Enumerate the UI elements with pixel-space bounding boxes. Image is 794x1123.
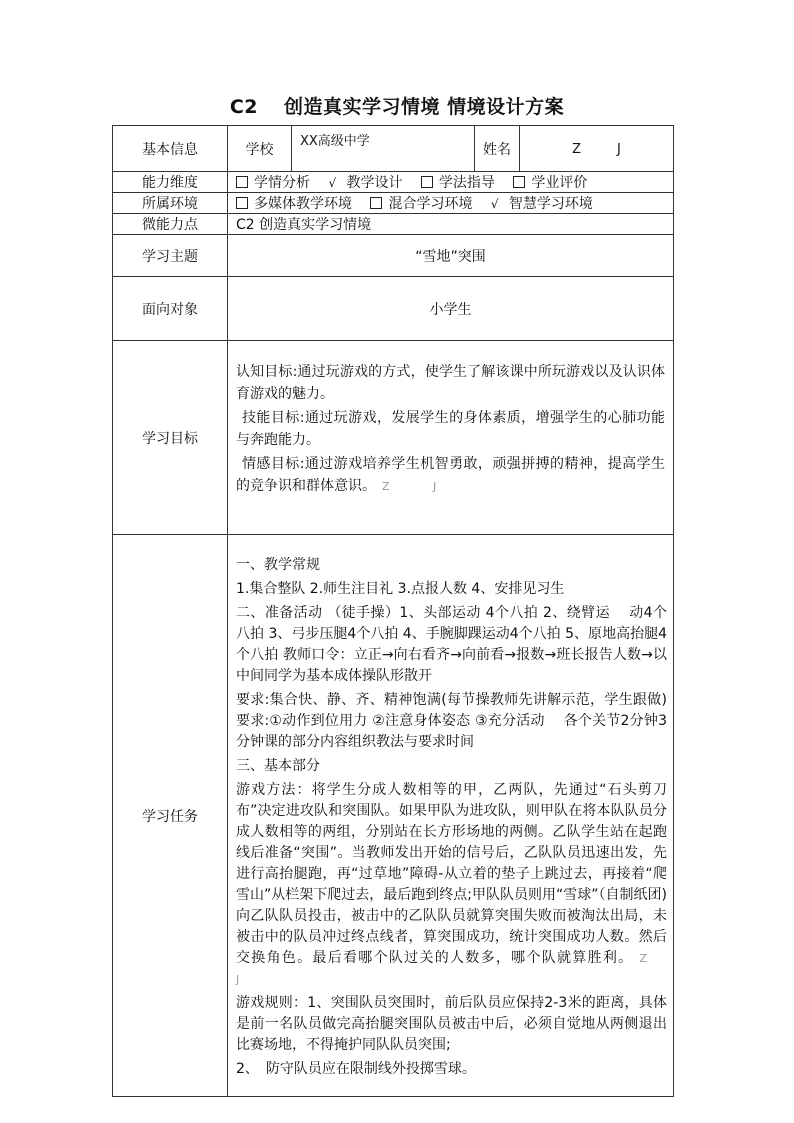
section-2-requirements: 要求:集合快、静、齐、精神饱满(每节操教师先讲解示范，学生跟做)要求:①动作到位用力 ②注意身体姿态 ③充分活动 各个关节2分钟3分钟课的部分内容组织教法与要求时间 [236, 692, 667, 750]
environment-options [228, 193, 674, 214]
name-value [520, 126, 674, 172]
design-plan-table [112, 125, 674, 1097]
ability-option-3[interactable]: 学业评价 [513, 175, 587, 191]
goal-skill: 技能目标:通过玩游戏，发展学生的身体素质，增强学生的心肺功能与奔跑能力。 [236, 410, 665, 448]
title-code: C2 [229, 96, 259, 118]
checkbox-empty-icon [236, 176, 248, 188]
section-3-title: 三、基本部分 [236, 758, 320, 774]
environment-option-1[interactable]: 混合学习环境 [370, 196, 472, 212]
ability-option-1[interactable]: √ 教学设计 [328, 175, 403, 191]
checkbox-empty-icon [513, 176, 525, 188]
goal-emotion: 情感目标:通过游戏培养学生机智勇敢，顽强拼搏的精神，提高学生的竞争识和群体意识。 Z J [236, 456, 665, 494]
basic-info-row [113, 126, 674, 172]
checkbox-empty-icon [370, 197, 382, 209]
environment-label: 所属环境 [113, 193, 228, 214]
tasks-label: 学习任务 [113, 535, 228, 1097]
school-label: 学校 [228, 126, 292, 172]
ability-row [113, 172, 674, 193]
section-3-rule: 游戏规则：1、突围队员突围时，前后队员应保持2-3米的距离，具体是前一名队员做完高抬腿突围队员被击中后，必须自觉地从两侧退出比赛场地，不得掩护同队队员突围; [236, 995, 667, 1053]
document-title [0, 92, 794, 119]
target-label: 面向对象 [113, 277, 228, 341]
theme-value: “雪地”突围 [228, 235, 674, 277]
environment-option-2[interactable]: √ 智慧学习环境 [490, 196, 593, 212]
theme-row [113, 235, 674, 277]
checkmark-icon: √ [490, 197, 499, 211]
tasks-content [228, 535, 674, 1097]
ability-label: 能力维度 [113, 172, 228, 193]
micro-ability-value: C2 创造真实学习情境 [228, 214, 674, 235]
name-value-second: J [617, 141, 621, 157]
checkbox-empty-icon [236, 197, 248, 209]
micro-ability-row [113, 214, 674, 235]
section-3-rule-2: 2、 防守队员应在限制线外投掷雪球。 [236, 1061, 476, 1077]
goals-label: 学习目标 [113, 341, 228, 535]
name-label: 姓名 [475, 126, 520, 172]
section-2-body: 二、准备活动 （徒手操）1、头部运动 4个八拍 2、绕臂运 动4个八拍 3、弓步压腿4个八拍 4、手腕脚踝运动4个八拍 5、原地高抬腿4个八拍 教师口令：立正→向右看齐→向前看→报数→班长报告人数→以中间同学为基本成体操队形散开 [236, 605, 667, 684]
theme-label: 学习主题 [113, 235, 228, 277]
tasks-row [113, 535, 674, 1097]
faint-mark: Z J [236, 952, 667, 986]
title-text: 创造真实学习情境 情境设计方案 [284, 96, 565, 118]
target-row [113, 277, 674, 341]
section-1-body: 1.集合整队 2.师生注目礼 3.点报人数 4、安排见习生 [236, 581, 565, 597]
target-value: 小学生 [228, 277, 674, 341]
micro-ability-label: 微能力点 [113, 214, 228, 235]
checkmark-icon: √ [328, 176, 337, 190]
environment-option-0[interactable]: 多媒体教学环境 [236, 196, 352, 212]
goals-content [228, 341, 674, 535]
name-value-first: Z [572, 141, 582, 157]
goal-cognitive: 认知目标:通过玩游戏的方式，使学生了解该课中所玩游戏以及认识体育游戏的魅力。 [236, 364, 665, 402]
section-3-method: 游戏方法：将学生分成人数相等的甲，乙两队，先通过“石头剪刀布”决定进攻队和突围队。如果甲队为进攻队，则甲队在将本队队员分成人数相等的两组，分别站在长方形场地的两侧。乙队学生站在起跑线后准备“突围”。当教师发出开始的信号后，乙队队员迅速出发，先进行高抬腿跑，再“过草地”障碍-从立着的垫子上跳过去，再接着“爬雪山”从栏架下爬过去，最后跑到终点;甲队队员则用“雪球”（自制纸团)向乙队队员投击，被击中的乙队队员就算突围失败而被淘汰出局，未被击中的队员冲过终点线者，算突围成功，统计突围成功人数。然后交换角色。最后看哪个队过关的人数多，哪个队就算胜利。 Z J [236, 782, 667, 986]
goals-row [113, 341, 674, 535]
checkbox-empty-icon [421, 176, 433, 188]
ability-options [228, 172, 674, 193]
faint-mark: Z J [382, 480, 457, 493]
ability-option-0[interactable]: 学情分析 [236, 175, 310, 191]
basic-info-label: 基本信息 [113, 126, 228, 172]
environment-row [113, 193, 674, 214]
section-1-title: 一、教学常规 [236, 557, 320, 573]
ability-option-2[interactable]: 学法指导 [421, 175, 495, 191]
school-value: XX高级中学 [292, 126, 475, 172]
